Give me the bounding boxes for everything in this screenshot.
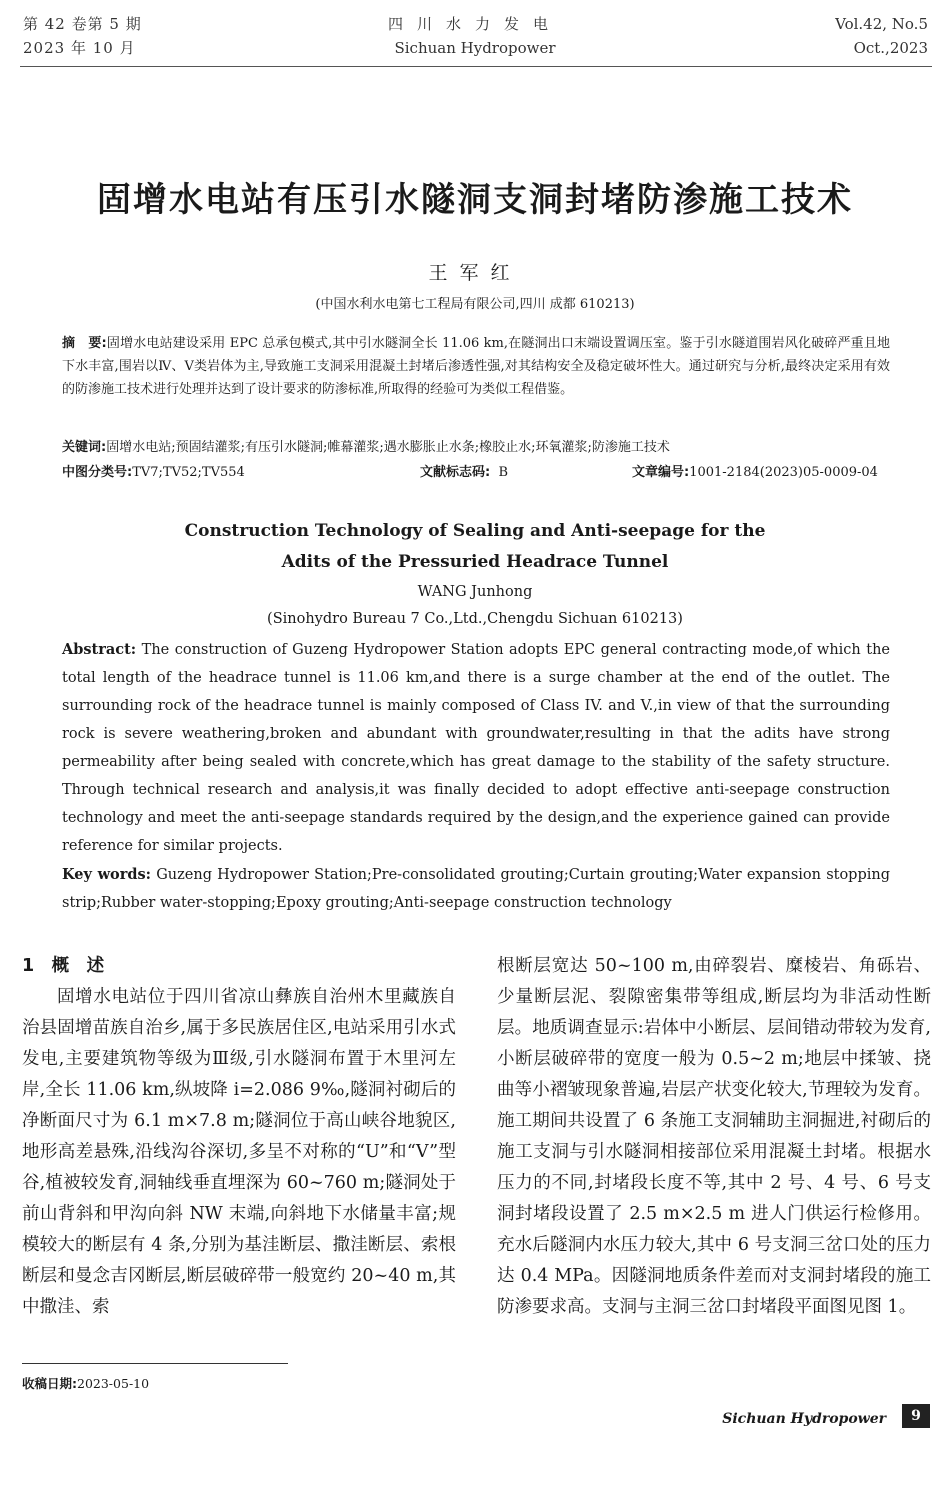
title-en-line1: Construction Technology of Sealing and Anti-seepage for the [184, 521, 766, 541]
keywords-cn-label: 关键词: [62, 440, 107, 455]
section-heading: 1 概 述 [22, 956, 105, 976]
abstract-cn-text: 固增水电站建设采用 EPC 总承包模式,其中引水隧洞全长 11.06 km,在隧洞出口末端设置调压室。鉴于引水隧道围岩风化破碎严重且地下水丰富,围岩以Ⅳ、Ⅴ类岩体为主,导致施工支洞采用混凝土封堵后渗透性强,对其结构安全及稳定破坏性大。通过研究与分析,最终决定采用有效的防渗施工技术进行处理并达到了设计要求的防渗标准,所取得的经验可为类似工程借鉴。 [62, 336, 890, 397]
page-number: 9 [902, 1404, 930, 1428]
title-en-line2: Adits of the Pressuried Headrace Tunnel [281, 552, 669, 572]
article-number [632, 461, 878, 480]
doc-code-value: B [498, 465, 509, 480]
received-date-label: 收稿日期: [22, 1376, 77, 1391]
abstract-cn-label: 摘 要: [62, 336, 107, 351]
abstract-en-text: The construction of Guzeng Hydropower Station adopts EPC general contracting mode,of which the total length of the headrace tunnel is 11.06 km,and there is a surge chamber at the end of the outlet. The surrounding rock of the headrace tunnel is mainly composed of Class IV. and V.,in view of that the surrounding rock is severe weathering,broken and abundant with groundwater,resulting in that the adits have strong permeability after being sealed with concrete,which has great damage to the stability of the safety structure. Through technical research and analysis,it was finally decided to adopt effective anti-seepage construction technology and meet the anti-seepage standards required by the design,and the experience gained can provide reference for similar projects. [62, 642, 890, 854]
header-rule [20, 66, 932, 67]
body-left-column [22, 951, 456, 1323]
header-journal [0, 12, 950, 60]
abstract-en [62, 636, 890, 860]
classification-row [62, 461, 890, 484]
received-date-value: 2023-05-10 [77, 1376, 150, 1391]
clc [62, 461, 245, 480]
doc-code-label: 文献标志码: [420, 465, 491, 480]
author-name: 王军红 [428, 262, 522, 284]
header-volume-en [835, 12, 928, 60]
article-number-value: 1001-2184(2023)05-0009-04 [689, 465, 878, 480]
affiliation: (中国水利水电第七工程局有限公司,四川 成都 610213) [315, 297, 635, 312]
received-date [22, 1374, 149, 1392]
doc-code [420, 461, 508, 480]
body-right-column [497, 951, 931, 1323]
keywords-en-label: Key words: [62, 866, 152, 883]
affiliation-en: (Sinohydro Bureau 7 Co.,Ltd.,Chengdu Sichuan 610213) [267, 611, 683, 627]
paper-title: 固增水电站有压引水隧洞支洞封堵防渗施工技术 [97, 180, 853, 220]
journal-name-en: Sichuan Hydropower [394, 39, 556, 57]
clc-value: TV7;TV52;TV554 [132, 465, 245, 480]
abstract-en-label: Abstract: [62, 641, 137, 658]
section1-paragraph-left: 固增水电站位于四川省凉山彝族自治州木里藏族自治县固增苗族自治乡,属于多民族居住区,电站采用引水式发电,主要建筑物等级为Ⅲ级,引水隧洞布置于木里河左岸,全长 11.06 km,纵坡降 i=2.086 9‰,隧洞衬砌后的净断面尺寸为 6.1 m×7.8 m;隧洞位于高山峡谷地貌区,地形高差悬殊,沿线沟谷深切,多呈不对称的“U”和“V”型谷,植被较发育,洞轴线垂直埋深为 60~760 m;隧洞处于前山背斜和甲沟向斜 NW 末端,向斜地下水储量丰富;规模较大的断层有 4 条,分别为基洼断层、撒洼断层、索根断层和曼念吉冈断层,断层破碎带一般宽约 20~40 m,其中撒洼、索 [22, 987, 456, 1317]
article-number-label: 文章编号: [632, 465, 690, 480]
keywords-cn [62, 436, 890, 459]
author-en: WANG Junhong [417, 584, 533, 600]
keywords-en-text: Guzeng Hydropower Station;Pre-consolidated grouting;Curtain grouting;Water expansion stopping strip;Rubber water-stopping;Epoxy grouting;Anti-seepage construction technology [62, 867, 891, 911]
keywords-cn-text: 固增水电站;预固结灌浆;有压引水隧洞;帷幕灌浆;遇水膨胀止水条;橡胶止水;环氧灌浆;防渗施工技术 [106, 440, 670, 455]
volume-en: Vol.42, No.5 [835, 15, 928, 33]
section1-paragraph-right: 根断层宽达 50~100 m,由碎裂岩、糜棱岩、角砾岩、少量断层泥、裂隙密集带等组成,断层均为非活动性断层。地质调查显示:岩体中小断层、层间错动带较为发育,小断层破碎带的宽度一般为 0.5~2 m;地层中揉皱、挠曲等小褶皱现象普遍,岩层产状变化较大,节理较为发育。施工期间共设置了 6 条施工支洞辅助主洞掘进,衬砌后的施工支洞与引水隧洞相接部位采用混凝土封堵。根据水压力的不同,封堵段长度不等,其中 2 号、4 号、6 号支洞封堵段设置了 2.5 m×2.5 m 进人门供运行检修用。充水后隧洞内水压力较大,其中 6 号支洞三岔口处的压力达 0.4 MPa。因隧洞地质条件差而对支洞封堵段的施工防渗要求高。支洞与主洞三岔口封堵段平面图见图 1。 [497, 956, 931, 1317]
clc-label: 中图分类号: [62, 465, 133, 480]
journal-name-cn: 四川水力发电 [387, 15, 562, 33]
date-en: Oct.,2023 [853, 39, 928, 57]
date-cn: 2023 年 10 月 [23, 39, 136, 57]
footer-journal-name: Sichuan Hydropower [722, 1411, 886, 1427]
keywords-en [62, 861, 890, 917]
footnote-rule [22, 1363, 288, 1364]
abstract-cn [62, 332, 890, 401]
volume-cn: 第 42 卷第 5 期 [23, 15, 142, 33]
